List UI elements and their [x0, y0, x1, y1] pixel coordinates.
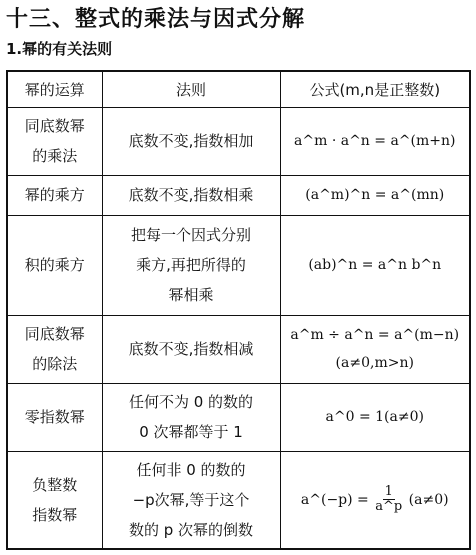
rule-cell: [102, 175, 280, 215]
exponent-rules-table: [6, 70, 471, 550]
formula-lhs: a^(−p) =: [300, 491, 369, 508]
formula-text: a^m ÷ a^n = a^(m−n): [290, 327, 460, 343]
formula-text: a^0 = 1(a≠0): [325, 409, 424, 425]
header-formula: 公式(m,n是正整数): [280, 71, 470, 107]
formula-cell: [280, 383, 470, 451]
operation-text: 的除法: [32, 355, 78, 373]
table-row: [7, 383, 470, 451]
fraction: [373, 485, 404, 515]
operation-text: 幂的乘方: [24, 186, 85, 204]
rule-text: 底数不变,指数相减: [128, 340, 254, 358]
operation-text: 同底数幂: [24, 325, 85, 343]
table-row: [7, 175, 470, 215]
operation-text: 的乘法: [32, 147, 78, 165]
operation-cell: [7, 451, 102, 549]
formula-cell: [280, 107, 470, 175]
operation-text: 负整数: [32, 475, 78, 494]
section-subtitle: 1.幂的有关法则: [6, 40, 113, 58]
rule-text: 乘方,再把所得的: [136, 256, 246, 274]
table-row: [7, 315, 470, 383]
table-row: [7, 451, 470, 549]
operation-text: 指数幂: [32, 505, 78, 524]
operation-cell: [7, 383, 102, 451]
rule-text: 0 次幂都等于 1: [139, 423, 243, 441]
table-row: [7, 215, 470, 315]
page-title: 十三、整式的乘法与因式分解: [6, 7, 306, 32]
formula-condition: (a≠0,m>n): [335, 355, 414, 371]
formula-cell: [280, 175, 470, 215]
rule-cell: [102, 451, 280, 549]
formula-text: a^m · a^n = a^(m+n): [294, 133, 456, 149]
formula-text: (ab)^n = a^n b^n: [308, 257, 442, 273]
table-header-row: [7, 71, 470, 107]
table-row: [7, 107, 470, 175]
operation-cell: [7, 315, 102, 383]
rule-text: 底数不变,指数相乘: [128, 186, 254, 204]
operation-text: 积的乘方: [24, 256, 85, 274]
header-rule: 法则: [102, 71, 280, 107]
rule-cell: [102, 383, 280, 451]
rule-text: 数的 p 次幂的倒数: [128, 520, 254, 539]
fraction-numerator: 1: [384, 483, 393, 499]
rule-text: 任何不为 0 的数的: [128, 393, 254, 411]
formula-cell: [280, 215, 470, 315]
rule-cell: [102, 107, 280, 175]
operation-text: 同底数幂: [24, 117, 85, 135]
rule-text: 任何非 0 的数的: [136, 460, 246, 479]
rule-text: −p次幂,等于这个: [132, 490, 250, 509]
operation-cell: [7, 107, 102, 175]
operation-cell: [7, 215, 102, 315]
formula-text: (a^m)^n = a^(mn): [305, 187, 445, 203]
rule-cell: [102, 315, 280, 383]
rule-text: 幂相乘: [168, 286, 214, 304]
formula-cell: [280, 451, 470, 549]
fraction-denominator: a^p: [375, 499, 403, 515]
formula-condition: (a≠0): [408, 491, 449, 508]
operation-cell: [7, 175, 102, 215]
formula-cell: [280, 315, 470, 383]
header-operation: 幂的运算: [7, 71, 102, 107]
rule-cell: [102, 215, 280, 315]
rule-text: 底数不变,指数相加: [128, 132, 254, 150]
rule-text: 把每一个因式分别: [130, 226, 251, 244]
operation-text: 零指数幂: [24, 408, 85, 426]
